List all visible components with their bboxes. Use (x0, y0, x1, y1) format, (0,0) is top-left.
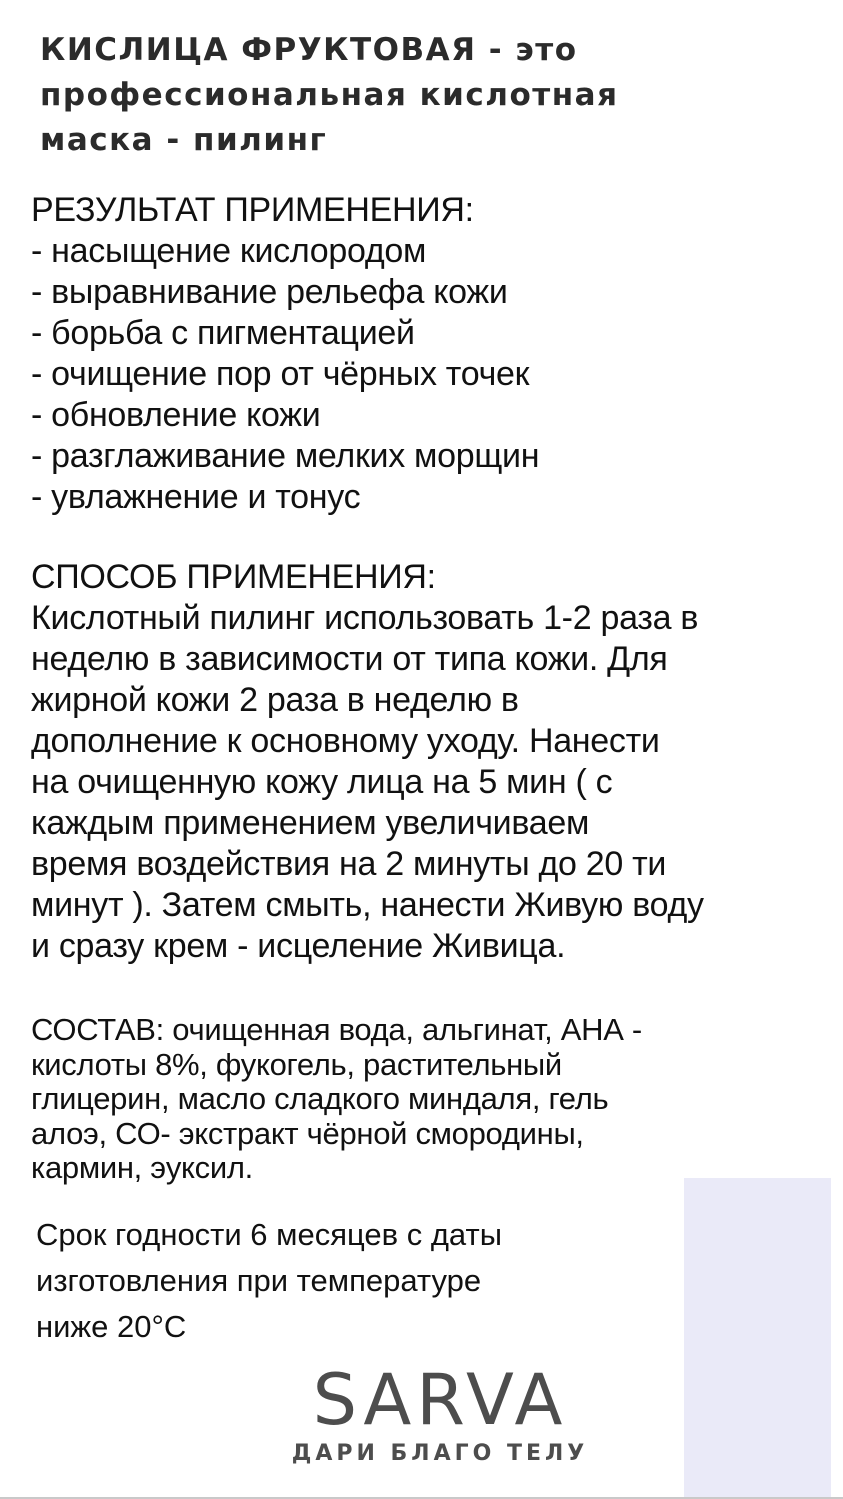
composition-line: кислоты 8%, фукогель, растительный (31, 1046, 562, 1082)
usage-line: жирной кожи 2 раза в неделю в (31, 681, 519, 719)
usage-line: неделю в зависимости от типа кожи. Для (31, 640, 668, 678)
usage-heading: СПОСОБ ПРИМЕНЕНИЯ: (31, 558, 436, 596)
results-heading: РЕЗУЛЬТАТ ПРИМЕНЕНИЯ: (31, 191, 474, 229)
shelf-life-section (36, 1212, 656, 1350)
usage-line: и сразу крем - исцеление Живица. (31, 927, 566, 965)
brand-tagline: ДАРИ БЛАГО ТЕЛУ (291, 1441, 589, 1466)
composition-section (31, 1013, 811, 1186)
results-item: - насыщение кислородом (31, 232, 427, 270)
results-section (31, 190, 821, 518)
title-line: маска - пилинг (40, 122, 328, 158)
results-item: - очищение пор от чёрных точек (31, 355, 530, 393)
composition-line: кармин, эуксил. (31, 1150, 253, 1185)
usage-section (31, 557, 821, 967)
decorative-side-panel (684, 1178, 831, 1499)
usage-line: Кислотный пилинг использовать 1-2 раза в (31, 599, 699, 637)
usage-line: на очищенную кожу лица на 5 мин ( с (31, 763, 613, 801)
brand-logo (270, 1359, 610, 1468)
composition-line: глицерин, масло сладкого миндаля, гель (31, 1081, 609, 1116)
results-item: - выравнивание рельефа кожи (31, 273, 508, 311)
usage-line: время воздействия на 2 минуты до 20 ти (31, 845, 667, 883)
shelf-life-line: изготовления при температуре (36, 1263, 482, 1298)
brand-name: SARVA (312, 1359, 568, 1441)
shelf-life-line: ниже 20°С (36, 1309, 187, 1344)
composition-line: СОСТАВ: очищенная вода, альгинат, АНА - (31, 1012, 642, 1047)
results-item: - борьба с пигментацией (31, 314, 415, 352)
usage-line: каждым применением увеличиваем (31, 804, 590, 842)
composition-line: алоэ, СО- экстракт чёрной смородины, (31, 1115, 584, 1151)
results-item: - обновление кожи (31, 396, 321, 434)
title-line: профессиональная кислотная (40, 77, 619, 113)
shelf-life-line: Срок годности 6 месяцев с даты (36, 1217, 502, 1252)
results-item: - увлажнение и тонус (31, 478, 361, 516)
page-title (40, 28, 800, 163)
title-line: КИСЛИЦА ФРУКТОВАЯ - это (40, 32, 578, 68)
usage-line: дополнение к основному уходу. Нанести (31, 722, 660, 760)
results-item: - разглаживание мелких морщин (31, 437, 540, 475)
usage-line: минут ). Затем смыть, нанести Живую воду (31, 886, 704, 924)
